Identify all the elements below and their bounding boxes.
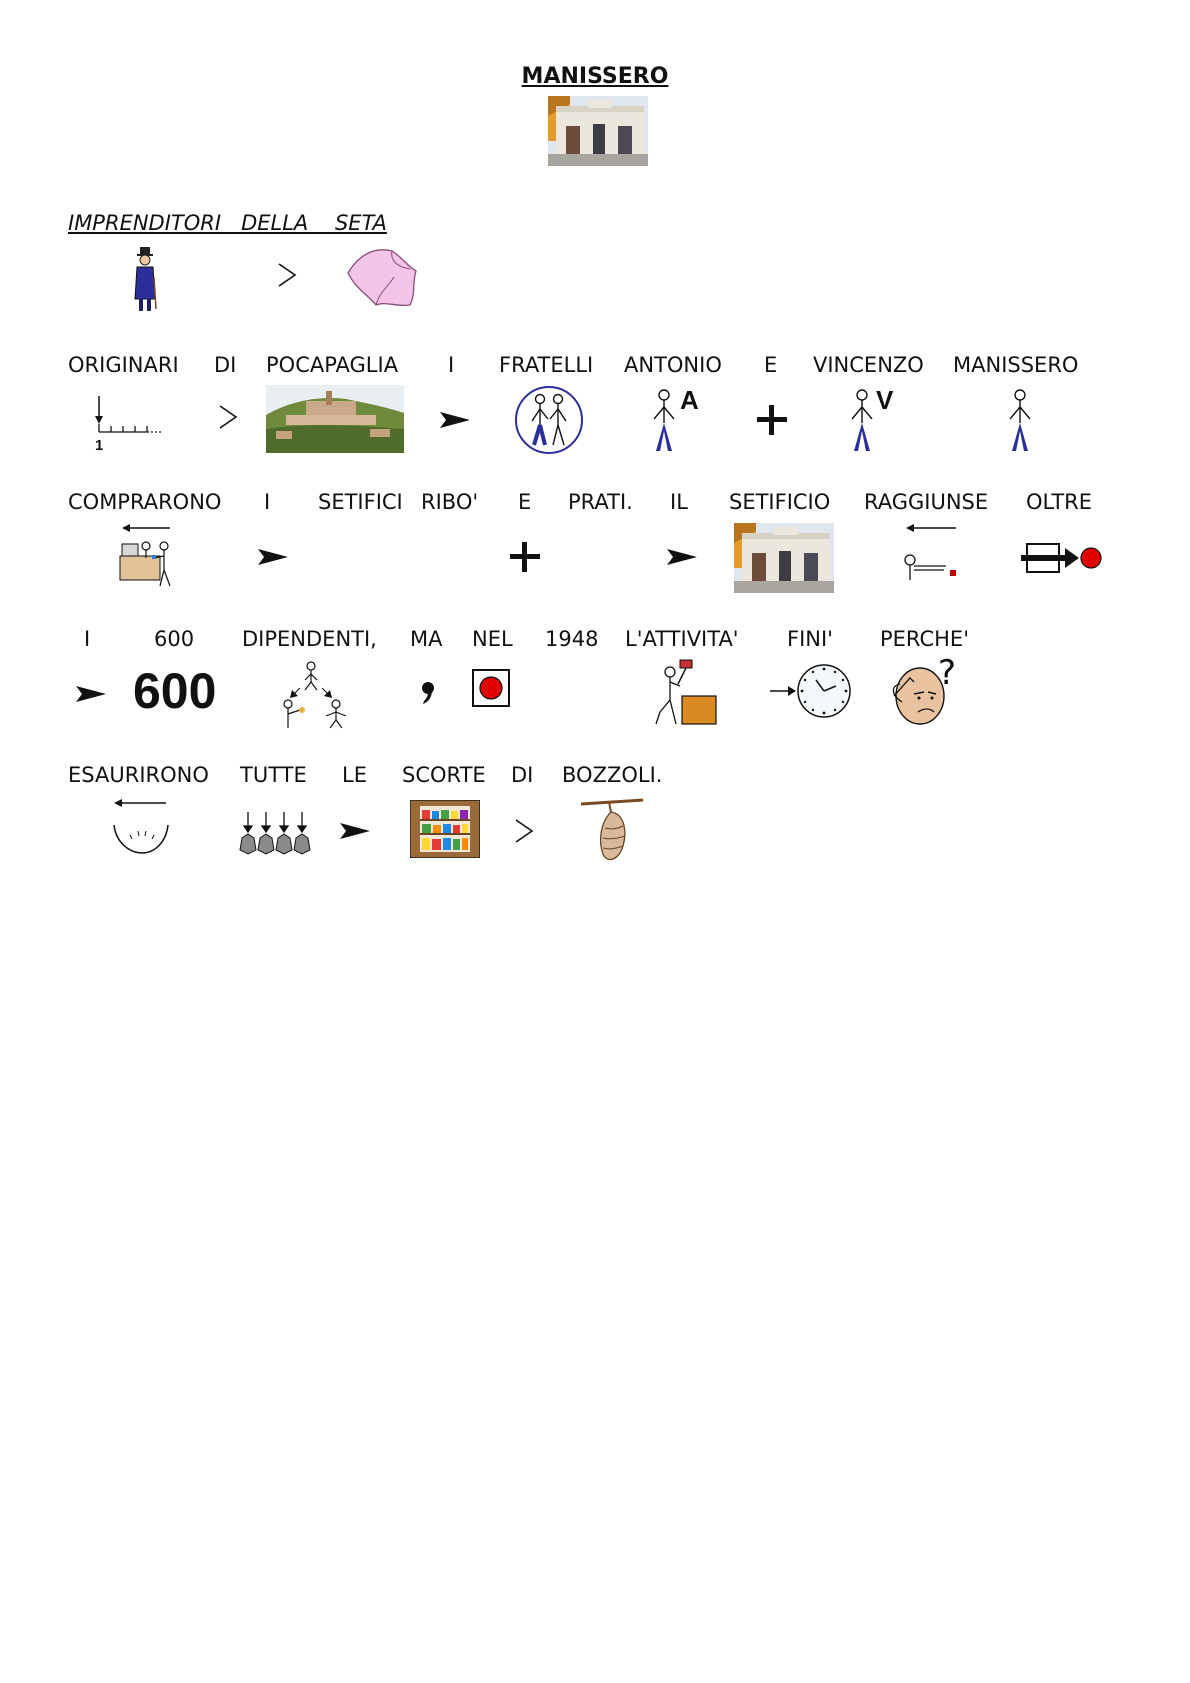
silk-factory-photo [548, 96, 648, 166]
word: DI [214, 353, 237, 377]
letter-a-label: A [680, 385, 699, 415]
word: SETIFICIO [729, 490, 831, 514]
letter-v-label: V [876, 385, 894, 415]
plus-icon [510, 542, 540, 572]
comma-icon [418, 680, 438, 706]
word: IL [670, 490, 688, 514]
person-icon [1004, 385, 1036, 455]
word: DI [511, 763, 534, 787]
word: L'ATTIVITA' [625, 627, 739, 651]
word: ORIGINARI [68, 353, 179, 377]
clock-end-icon [770, 662, 854, 720]
word: ANTONIO [624, 353, 722, 377]
word: PERCHE' [880, 627, 969, 651]
page-title: MANISSERO [521, 64, 669, 89]
greater-than-icon [218, 404, 238, 430]
record-button-icon [472, 669, 510, 707]
gentleman-icon [132, 247, 158, 313]
word: E [764, 353, 778, 377]
silk-factory-photo [734, 523, 834, 593]
all-items-icon [238, 812, 312, 856]
word: MANISSERO [953, 353, 1079, 377]
word: I [264, 490, 271, 514]
number-600-symbol: 600 [133, 663, 217, 719]
pointer-arrow-icon [340, 823, 370, 839]
word: ESAURIRONO [68, 763, 209, 787]
greater-than-icon [514, 818, 534, 844]
word: LE [342, 763, 367, 787]
word: E [518, 490, 532, 514]
svg-text:?: ? [938, 656, 957, 693]
pointer-arrow-icon [440, 412, 470, 428]
pointer-arrow-icon [76, 686, 106, 702]
beyond-icon [1021, 540, 1103, 576]
pointer-arrow-icon [258, 549, 288, 565]
word: POCAPAGLIA [266, 353, 399, 377]
origin-scale-icon [93, 394, 165, 452]
word: FRATELLI [499, 353, 594, 377]
employees-icon [278, 660, 352, 730]
word: OLTRE [1026, 490, 1093, 514]
pointer-arrow-icon [667, 549, 697, 565]
word: TUTTE [240, 763, 307, 787]
word: DIPENDENTI, [242, 627, 377, 651]
buy-at-counter-icon [118, 520, 178, 590]
cocoon-icon [581, 798, 645, 866]
work-activity-icon [652, 658, 722, 728]
hill-town-photo [266, 385, 404, 453]
word: 600 [154, 627, 195, 651]
word: SETIFICI [318, 490, 403, 514]
brothers-icon [514, 385, 584, 455]
reach-icon [900, 520, 960, 582]
plus-icon [757, 405, 787, 435]
word: 1948 [545, 627, 599, 651]
ordinal-one-label: 1 [95, 437, 104, 452]
word: I [448, 353, 455, 377]
word: RAGGIUNSE [864, 490, 989, 514]
word: FINI' [787, 627, 833, 651]
word: PRATI. [568, 490, 633, 514]
silk-cloth-icon [346, 247, 418, 309]
word: RIBO' [421, 490, 479, 514]
storage-shelf-icon [410, 800, 480, 858]
greater-than-icon [277, 262, 297, 288]
person-a-icon [648, 385, 704, 455]
subtitle: IMPRENDITORI DELLA SETA [68, 211, 387, 235]
thinking-why-icon [884, 656, 964, 726]
word: VINCENZO [813, 353, 924, 377]
word: SCORTE [402, 763, 486, 787]
word: NEL [472, 627, 513, 651]
word: MA [410, 627, 443, 651]
word: BOZZOLI. [562, 763, 663, 787]
exhausted-icon [110, 795, 172, 857]
word: COMPRARONO [68, 490, 222, 514]
word: I [84, 627, 91, 651]
person-v-icon [846, 385, 902, 455]
